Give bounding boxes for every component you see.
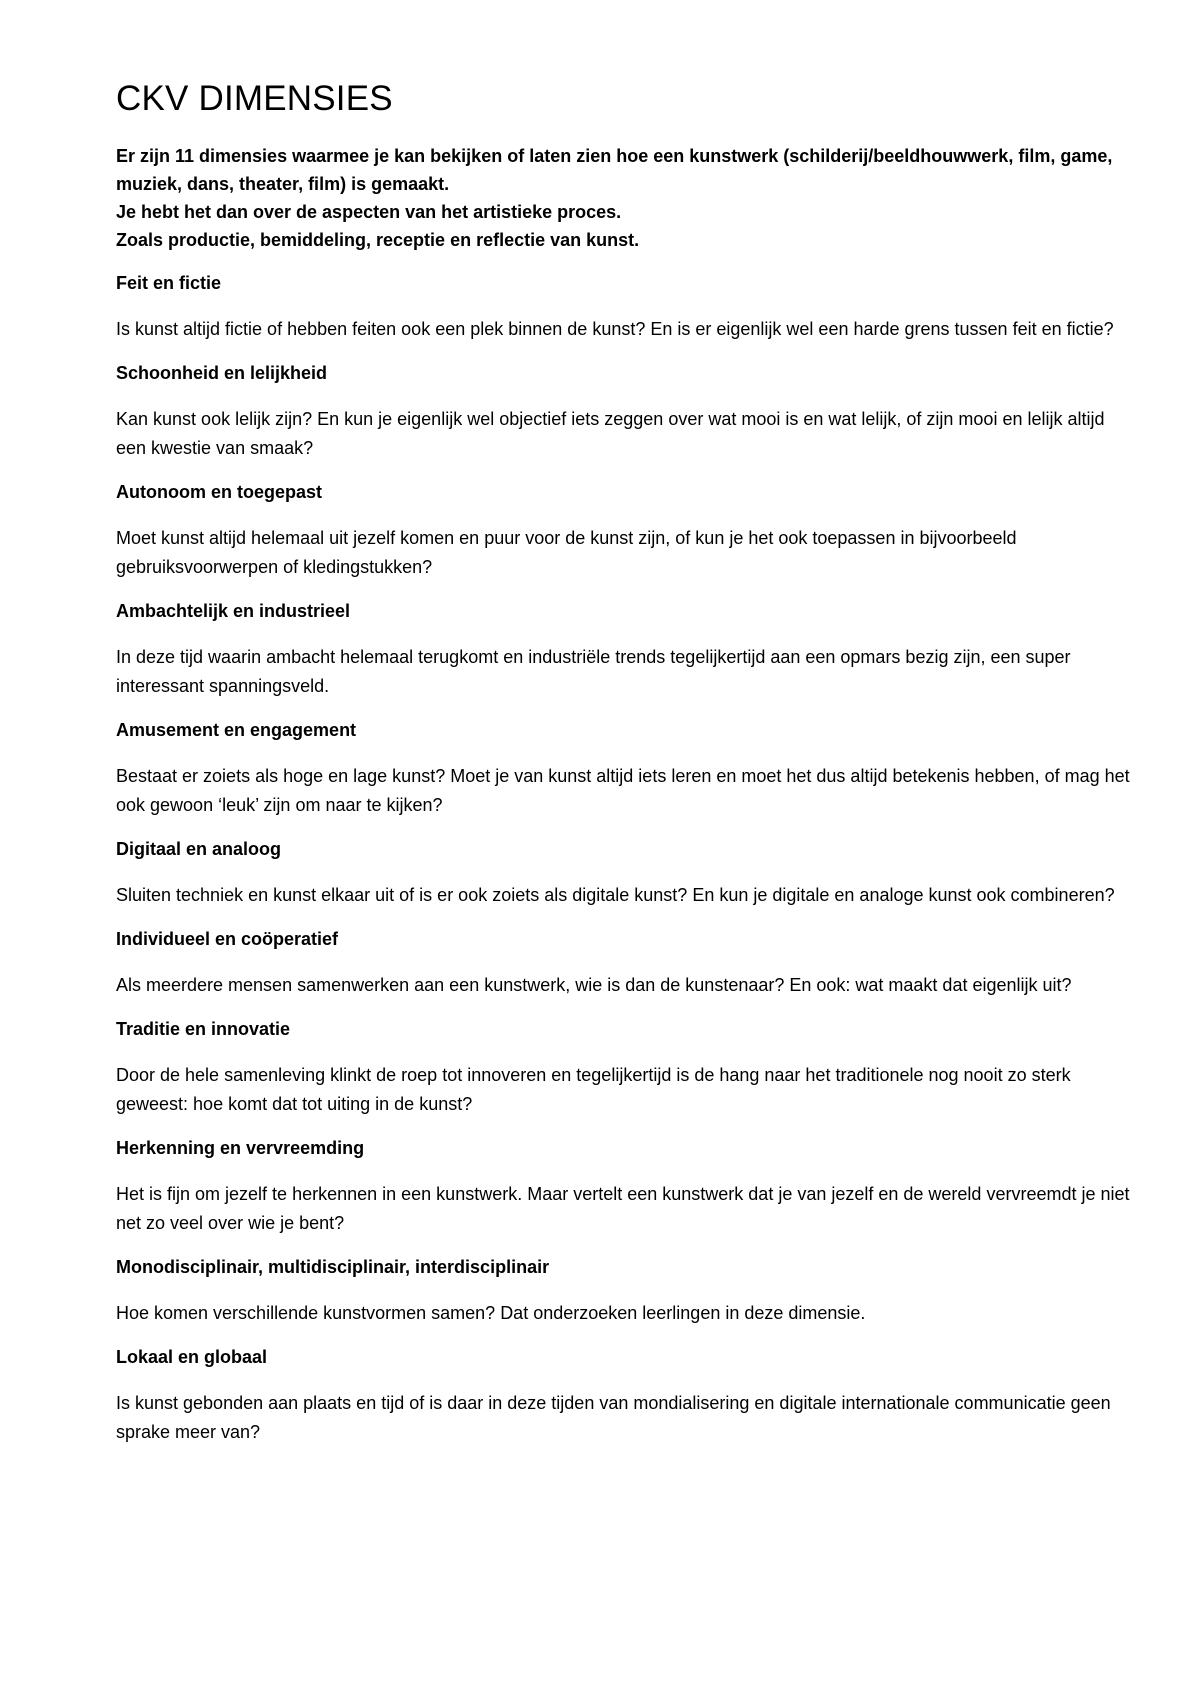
section-heading: Herkenning en vervreemding xyxy=(116,1138,365,1158)
section-body: Door de hele samenleving klinkt de roep tot innoveren en tegelijkertijd is de hang naar het traditionele nog nooit zo sterk geweest: hoe komt dat tot uiting in de kunst? xyxy=(116,1065,1071,1114)
intro-line: Er zijn 11 dimensies waarmee je kan bekijken of laten zien hoe een kunstwerk (schilderij/beeldhouwwerk, film, game, muziek, dans, theater, film) is gemaakt. xyxy=(116,146,1113,194)
section-lokaal-en-globaal xyxy=(116,1343,1136,1447)
section-heading: Traditie en innovatie xyxy=(116,1019,291,1039)
section-body: Is kunst altijd fictie of hebben feiten ook een plek binnen de kunst? En is er eigenlijk wel een harde grens tussen feit en fictie? xyxy=(116,319,1114,339)
section-schoonheid-en-lelijkheid xyxy=(116,359,1136,463)
section-heading: Monodisciplinair, multidisciplinair, interdisciplinair xyxy=(116,1257,550,1277)
section-heading: Lokaal en globaal xyxy=(116,1347,268,1367)
section-herkenning-en-vervreemding xyxy=(116,1134,1136,1238)
section-amusement-en-engagement xyxy=(116,716,1136,820)
section-individueel-en-cooperatief xyxy=(116,925,1136,1000)
section-body: In deze tijd waarin ambacht helemaal terugkomt en industriële trends tegelijkertijd aan een opmars bezig zijn, een super interessant spanningsveld. xyxy=(116,647,1071,696)
section-body: Bestaat er zoiets als hoge en lage kunst? Moet je van kunst altijd iets leren en moet het dus altijd betekenis hebben, of mag het ook gewoon ‘leuk’ zijn om naar te kijken? xyxy=(116,766,1130,815)
section-traditie-en-innovatie xyxy=(116,1015,1136,1119)
section-body: Het is fijn om jezelf te herkennen in een kunstwerk. Maar vertelt een kunstwerk dat je van jezelf en de wereld vervreemdt je niet net zo veel over wie je bent? xyxy=(116,1184,1130,1233)
section-body: Moet kunst altijd helemaal uit jezelf komen en puur voor de kunst zijn, of kun je het ook toepassen in bijvoorbeeld gebruiksvoorwerpen of kledingstukken? xyxy=(116,528,1017,577)
section-body: Sluiten techniek en kunst elkaar uit of is er ook zoiets als digitale kunst? En kun je digitale en analoge kunst ook combineren? xyxy=(116,885,1115,905)
section-heading: Schoonheid en lelijkheid xyxy=(116,363,328,383)
section-heading: Feit en fictie xyxy=(116,273,222,293)
section-heading: Digitaal en analoog xyxy=(116,839,282,859)
section-autonoom-en-toegepast xyxy=(116,478,1136,582)
section-body: Als meerdere mensen samenwerken aan een kunstwerk, wie is dan de kunstenaar? En ook: wat maakt dat eigenlijk uit? xyxy=(116,975,1072,995)
section-body: Is kunst gebonden aan plaats en tijd of is daar in deze tijden van mondialisering en digitale internationale communicatie geen sprake meer van? xyxy=(116,1393,1111,1442)
section-feit-en-fictie xyxy=(116,269,1136,344)
section-heading: Autonoom en toegepast xyxy=(116,482,322,502)
section-heading: Ambachtelijk en industrieel xyxy=(116,601,351,621)
section-mono-multi-interdisciplinair xyxy=(116,1253,1136,1328)
document-page xyxy=(116,78,1136,1462)
section-body: Hoe komen verschillende kunstvormen samen? Dat onderzoeken leerlingen in deze dimensie. xyxy=(116,1303,866,1323)
intro-line: Zoals productie, bemiddeling, receptie en reflectie van kunst. xyxy=(116,230,640,250)
intro-line: Je hebt het dan over de aspecten van het artistieke proces. xyxy=(116,202,622,222)
section-heading: Amusement en engagement xyxy=(116,720,357,740)
section-body: Kan kunst ook lelijk zijn? En kun je eigenlijk wel objectief iets zeggen over wat mooi is en wat lelijk, of zijn mooi en lelijk altijd een kwestie van smaak? xyxy=(116,409,1105,458)
section-ambachtelijk-en-industrieel xyxy=(116,597,1136,701)
section-digitaal-en-analoog xyxy=(116,835,1136,910)
document-title: CKV DIMENSIES xyxy=(116,79,393,118)
section-heading: Individueel en coöperatief xyxy=(116,929,339,949)
intro-paragraph xyxy=(116,142,1136,254)
